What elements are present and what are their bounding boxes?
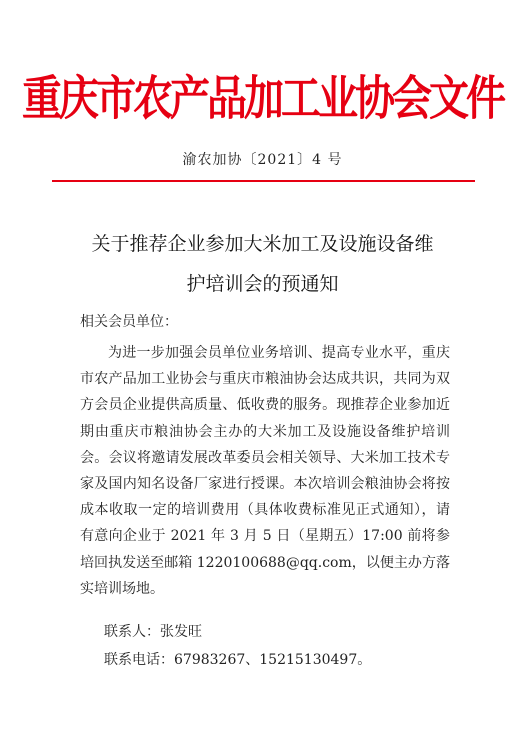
notice-title-line-1: 关于推荐企业参加大米加工及设施设备维 [91, 233, 434, 255]
notice-title [60, 224, 465, 304]
salutation: 相关会员单位： [80, 314, 178, 330]
contact-phone: 联系电话：67983267、15215130497。 [104, 652, 372, 668]
document-number: 渝农加协〔2021〕4 号 [182, 152, 343, 168]
notice-body-paragraph: 为进一步加强会员单位业务培训、提高专业水平，重庆市农产品加工业协会与重庆市粮油协会达成共识，共同为双方会员企业提供高质量、低收费的服务。现推荐企业参加近期由重庆市粮油协会主办的大米加工及设施设备维护培训会。会议将邀请发展改革委员会相关领导、大米加工技术专家及国内知名设备厂家进行授课。本次培训会粮油协会将按成本收取一定的培训费用（具体收费标准见正式通知），请有意向企业于 2021 年 3 月 5 日（星期五）17:00 前将参培回执发送至邮箱 1220100688@qq.com，以便主办方落实培训场地。 [80, 345, 450, 597]
contact-person: 联系人：张发旺 [104, 624, 202, 640]
notice-title-line-2: 护培训会的预通知 [186, 273, 339, 295]
organization-header-title: 重庆市农产品加工业协会文件 [22, 71, 503, 127]
header-divider-line [52, 180, 475, 182]
